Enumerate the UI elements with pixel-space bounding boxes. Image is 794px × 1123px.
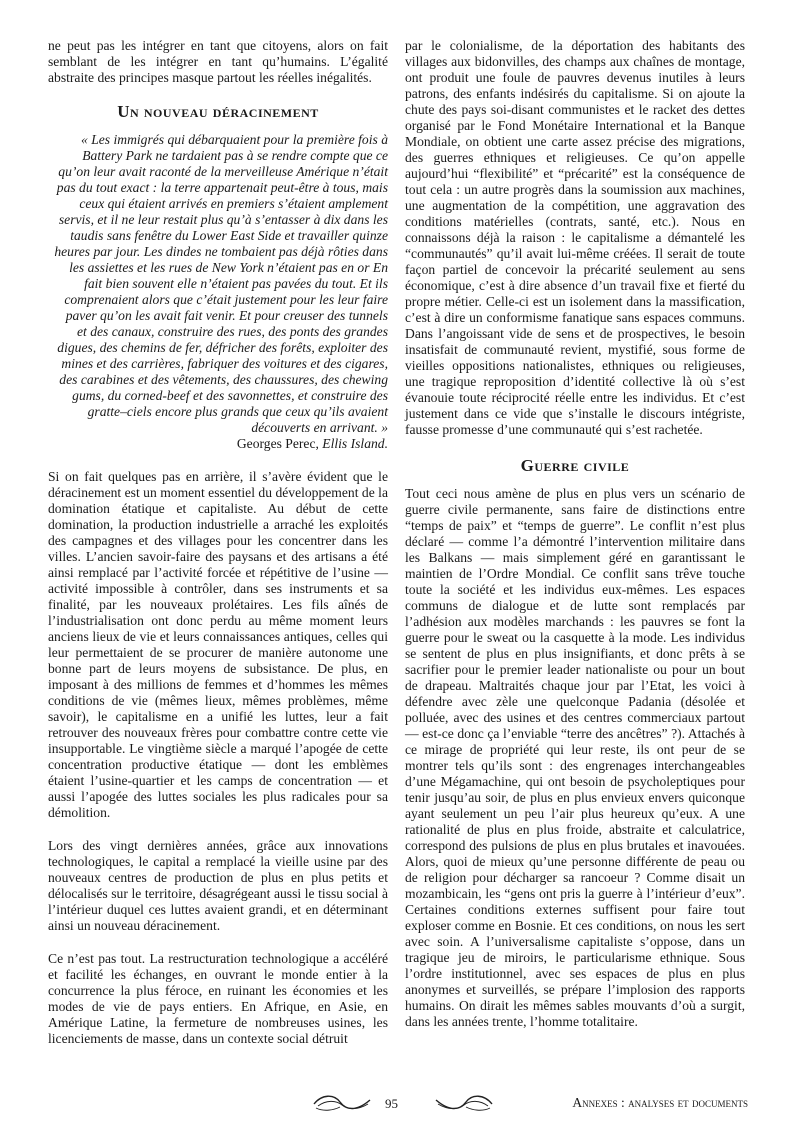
quote-source: Ellis Island. bbox=[322, 436, 388, 451]
page-number: 95 bbox=[385, 1096, 398, 1111]
epigraph-quote: « Les immigrés qui débarquaient pour la première fois à Battery Park ne tardaient pas à se rendre compte que ce qu’on leur avait raconté de la merveilleuse Amérique n’était pas du tout exact : la terre appartenait peut-être à tous, mais ceux qui étaient arrivés en premiers s’étaient amplement servis, et il ne leur restait plus qu’à s’entasser à dix dans les taudis sans fenêtre du Lower East Side et travailler quinze heures par jour. Les dindes ne tombaient pas déjà rôties dans les assiettes et les rues de New York n’étaient pas en or En fait bien souvent elle n’étaient pas pavées du tout. Et ils comprenaient alors que c’était justement pour les leur faire paver qu’on les avait fait venir. Et pour creuser des tunnels et des canaux, construire des rues, des ponts des grandes digues, des chemins de fer, défricher des forêts, exploiter des mines et des carrières, fabriquer des voitures et des cigares, des carabines et des vêtements, des chaussures, des chewing gums, du corned-beef et des savonnettes, et construire des gratte–ciels encore plus grands que ceux qu’ils avaient découverts en arrivant. » bbox=[54, 132, 388, 435]
body-paragraph: Ce n’est pas tout. La restructuration technologique a accéléré et facilité les échanges, en ouvrant le monde entier à la concurrence la plus féroce, en ruinant les économies et les modes de vie de pays entiers. En Afrique, en Asie, en Amérique Latine, la fermeture de nombreuses usines, les licenciements de masse, dans un contexte social détruit bbox=[48, 951, 388, 1046]
body-paragraph: par le colonialisme, de la déportation des habitants des villages aux bidonvilles, des champs aux chaînes de montage, ont produit une foule de pauvres devenus inutiles à leurs patrons, des enfants indésirés du capitalisme. Si on ajoute la chute des pays soi-disant communistes et le racket des dettes organisé par le Fond Monétaire International et la Banque Mondiale, on obtient une carte assez précise des migrations, des guerres ethniques et religieuses. Ce qu’on appelle aujourd’hui “flexibilité” et “précarité” est la conséquence de tout cela : un autre progrès dans la soumission aux machines, une augmentation de la compétition, une aggravation des conditions matérielles (contrats, santé, etc.). Nous en connaissons déjà la raison : le capitalisme a démantelé les “communautés” qu’il avait lui-même créées. Il serait de toute façon partiel de concevoir la précarité seulement au sens économique, c’est à dire absence d’un travail fixe et fierté du propre métier. Celle-ci est un isolement dans la massification, c’est à dire un conformisme fanatique sans espaces communs. Dans l’angoissant vide de sens et de prospectives, le besoin insatisfait de communauté revient, mystifié, sous forme de vieilles oppositions nationalistes, ethniques ou religieuses, une tragique reproposition d’identité collective là où s’est évanouie toute réciprocité réelle entre les individus. Et c’est justement dans ce vide que s’installe le discours intégriste, fausse promesse d’une communauté qui s’est rachetée. bbox=[405, 38, 745, 437]
body-paragraph: Tout ceci nous amène de plus en plus vers un scénario de guerre civile permanente, sans faire de distinctions entre “temps de paix” et “temps de guerre”. Le conflit n’est plus déclaré — comme l’a démontré l’intervention militaire dans les Balkans — mais simplement géré en garantissant le maintien de l’Ordre Mondial. Ce conflit sans trêve touche toute la société et les individus eux-mêmes. Les espaces communs de dialogue et de lutte sont remplacés par l’adhésion aux modèles marchands : les pauvres se font la guerre pour le sweat ou la casquette à la mode. Les individus se sentent de plus en plus insignifiants, et donc prêts à se sacrifier pour le premier leader nationaliste ou pour un bout de drapeau. Maltraités chaque jour par l’Etat, les voici à défendre avec zèle une quelconque Padania (désolée et polluée, avec des usines et des centres commerciaux partout — est-ce donc ça l’enviable “terre des ancêtres” ?). Attachés à ce mirage de propriété qui leur reste, ils ont peur de se montrer tels qu’ils sont : des engrenages interchangeables d’une Mégamachine, qui ont besoin de psycholeptiques pour tenir jusqu’au soir, de plus en plus envieux envers quiconque ayant seulement un peu l’air plus heureux qu’eux. A une rationalité de plus en plus froide, abstraite et calculatrice, correspond des pulsions de plus en plus brutales et inavouées. Alors, quoi de mieux qu’une personne différente de peau ou de religion pour décharger sa rancoeur ? Comme disait un mozambicain, les “gens ont pris la guerre à l’intérieur d’eux”. Certaines conditions externes suffisent pour faire tout exploser comme en Bosnie. Et ces conditions, on nous les sert avec soin. A l’universalisme capitaliste s’oppose, dans un tragique jeu de miroirs, le particularisme ethnique. Sous l’ordre institutionnel, avec ses espaces de plus en plus anonymes et surveillés, se prépare l’implosion des rapports humains. On dirait les mêmes sables mouvants d’où a surgit, dans les années trente, l’homme totalitaire. bbox=[405, 486, 745, 1029]
running-footer-title: Annexes : analyses et documents bbox=[572, 1095, 748, 1110]
page bbox=[48, 38, 756, 1083]
flourish-ornament-right-icon bbox=[432, 1092, 494, 1114]
section-heading-deracinement: Un nouveau déracinement bbox=[117, 102, 319, 121]
left-column bbox=[48, 38, 388, 1047]
body-paragraph: Si on fait quelques pas en arrière, il s’avère évident que le déracinement est un moment essentiel du développement de la domination étatique et capitaliste. Au début de cette domination, la production industrielle a arraché les exploités des campagnes et des villages pour les concentrer dans les villes. L’ancien savoir-faire des paysans et des artisans a été ainsi remplacé par l’activité forcée et répétitive de l’usine — activité impossible à contrôler, dans ses instruments et sa finalité, par les nouveaux prolétaires. Les fils aînés de l’industrialisation ont donc perdu au même moment leurs anciens lieux de vie et leurs connaissances antiques, celles qui leur permettaient de se procurer de manière autonome une bonne part de leurs moyens de subsistance. De plus, en imposant à des millions de femmes et d’hommes les mêmes conditions de vie (mêmes lieux, mêmes problèmes, même savoir), le capitalisme en a unifié les luttes, leur a fait retrouver des nouveaux frères pour combattre contre cette vie insupportable. Le vingtième siècle a marqué l’apogée de cette concentration productive étatique — dont les emblèmes étaient l’usine-quartier et les camps de concentration — et aussi l’apogée des luttes sociales les plus radicales pour sa démolition. bbox=[48, 469, 388, 820]
right-column bbox=[405, 38, 745, 1030]
section-heading-guerre-civile: Guerre civile bbox=[520, 456, 630, 475]
body-paragraph: Lors des vingt dernières années, grâce aux innovations technologiques, le capital a remplacé la vieille usine par des nouveaux centres de production de plus en plus petits et délocalisés sur le territoire, désagrégeant aussi le tissu social à l’intérieur duquel ces luttes avaient grandi, et en déterminant ainsi un nouveau déracinement. bbox=[48, 838, 388, 933]
quote-author: Georges Perec, bbox=[236, 436, 323, 451]
flourish-ornament-left-icon bbox=[312, 1092, 374, 1114]
quote-attribution bbox=[48, 436, 388, 452]
intro-paragraph: ne peut pas les intégrer en tant que citoyens, alors on fait semblant de les intégrer en tant qu’humains. L’égalité abstraite des principes masque partout les réelles inégalités. bbox=[48, 38, 388, 85]
